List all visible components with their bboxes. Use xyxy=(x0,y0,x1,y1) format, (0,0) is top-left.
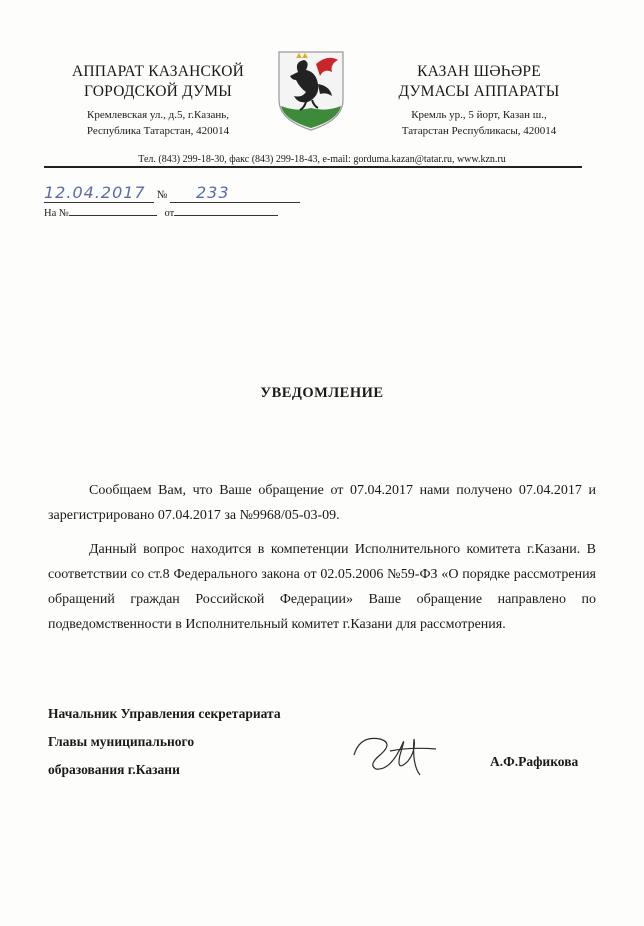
contacts-line: Тел. (843) 299-18-30, факс (843) 299-18-43, e-mail: gorduma.kazan@tatar.ru, www.kzn.ru xyxy=(138,154,506,165)
signatory-position xyxy=(48,700,281,784)
signatory-line2: Главы муниципального xyxy=(48,734,195,749)
registration-number: 233 xyxy=(196,183,230,202)
org-header-tt xyxy=(384,62,574,139)
org-name-line2: ГОРОДСКОЙ ДУМЫ xyxy=(84,83,232,100)
handwritten-signature-icon xyxy=(350,725,440,783)
org-name-tt-line2: ДУМАСЫ АППАРАТЫ xyxy=(398,83,560,100)
org-address-tt-line1: Кремль ур., 5 йорт, Казан ш., xyxy=(411,109,547,121)
registration-number-label: № xyxy=(156,189,168,201)
signatory-line3: образования г.Казани xyxy=(48,762,180,777)
reference-label: На № xyxy=(44,208,69,219)
org-name-tt-line1: КАЗАН ШӘҺӘРЕ xyxy=(417,63,541,80)
reference-from-label: от xyxy=(164,208,175,219)
registration-date: 12.04.2017 xyxy=(44,183,146,202)
org-address-line2: Республика Татарстан, 420014 xyxy=(86,125,230,137)
body-paragraph-2: Данный вопрос находится в компетенции Исполнительного комитета г.Казани. В соответствии со ст.8 Федерального закона от 02.05.2006 №59-ФЗ «О порядке рассмотрения обращений граждан Российской Федерации» Ваше обращение направлено по подведомственности в Исполнительный комитет г.Казани для рассмотрения. xyxy=(48,542,596,632)
reference-line xyxy=(44,208,278,219)
kazan-coat-of-arms-icon xyxy=(276,50,346,132)
registration-line xyxy=(44,183,300,203)
signer-name: А.Ф.Рафикова xyxy=(490,754,579,769)
org-name-line1: АППАРАТ КАЗАНСКОЙ xyxy=(72,63,244,80)
org-header-ru xyxy=(58,62,258,139)
header-divider xyxy=(44,166,582,168)
signatory-line1: Начальник Управления секретариата xyxy=(48,706,281,721)
document-title: УВЕДОМЛЕНИЕ xyxy=(260,385,384,401)
body-paragraph-1: Сообщаем Вам, что Ваше обращение от 07.04.2017 нами получено 07.04.2017 и зарегистрировано 07.04.2017 за №9968/05-03-09. xyxy=(48,483,596,523)
org-address-tt-line2: Татарстан Республикасы, 420014 xyxy=(401,125,557,137)
org-address-line1: Кремлевская ул., д.5, г.Казань, xyxy=(86,109,229,121)
document-body xyxy=(48,478,596,646)
